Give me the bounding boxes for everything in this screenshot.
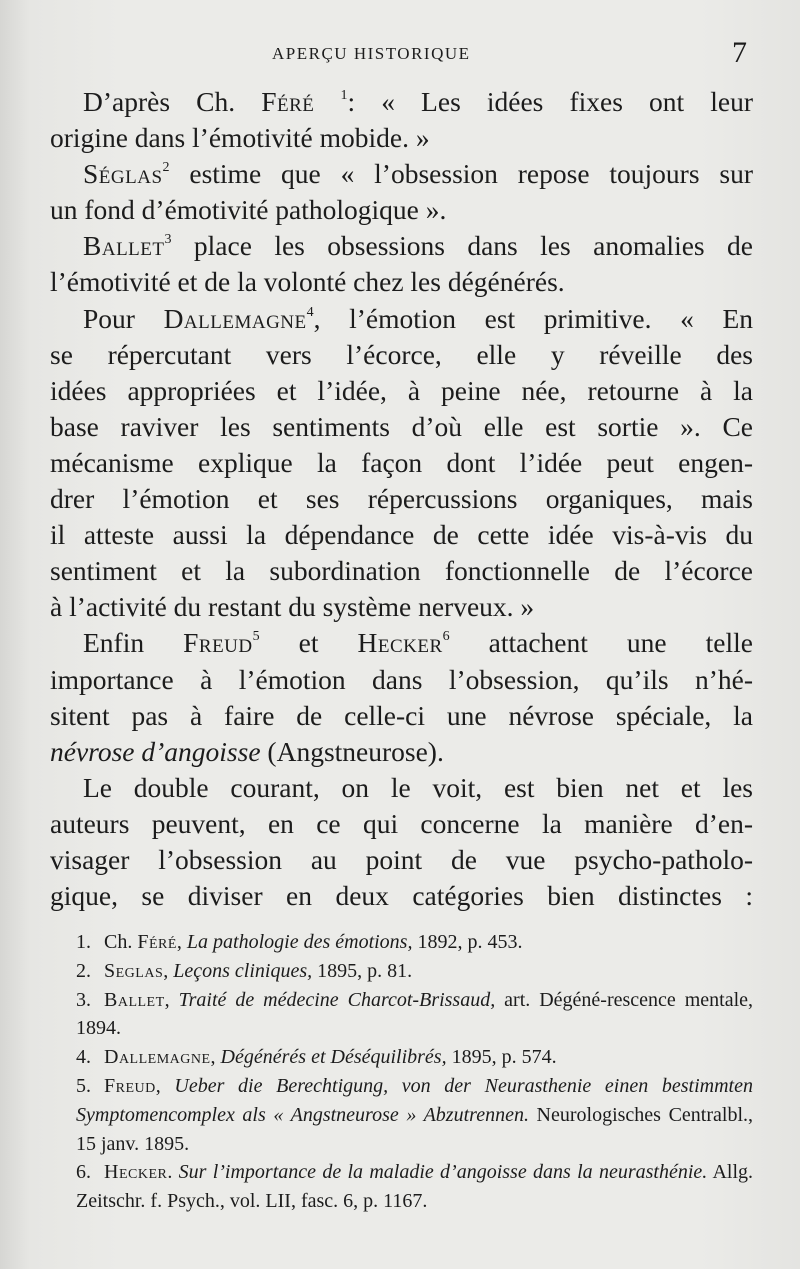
footnote-ref: 6 bbox=[442, 629, 450, 645]
text-run: , bbox=[164, 988, 179, 1011]
text-line bbox=[50, 84, 753, 120]
text-run: Neurologisches Centralbl., 15 janv. 1895. bbox=[76, 1103, 753, 1155]
text-run: sentiment et la subordination fonctionnelle de l’écorce bbox=[50, 555, 753, 587]
text-run: Pour bbox=[83, 302, 164, 334]
text-run: Allg. Zeitschr. f. Psych., vol. LII, fasc. 6, p. 1167. bbox=[76, 1161, 753, 1213]
text-run: , bbox=[176, 931, 187, 953]
text-run: , bbox=[163, 959, 174, 982]
author-name: Féré bbox=[137, 931, 177, 953]
author-name: Freud bbox=[183, 627, 253, 659]
text-line bbox=[50, 337, 753, 373]
author-name: Séglas bbox=[83, 158, 163, 190]
footnote bbox=[50, 1158, 753, 1216]
text-line bbox=[50, 806, 753, 842]
author-name: Dallemagne bbox=[104, 1046, 211, 1069]
text-run: se répercutant vers l’écorce, elle y réveille des bbox=[50, 338, 753, 370]
italic-text: La pathologie des émotions, bbox=[186, 931, 413, 953]
author-name: Seglas bbox=[104, 959, 164, 982]
italic-text: Leçons cliniques, bbox=[173, 959, 313, 982]
text-run: , bbox=[210, 1046, 221, 1069]
text-run: mécanisme explique la façon dont l’idée peut engen- bbox=[50, 446, 753, 478]
footnote-ref: 3 bbox=[164, 232, 172, 248]
text-run: , l’émotion est primitive. « En bbox=[313, 302, 753, 334]
text-line bbox=[50, 228, 753, 264]
text-run: attachent une telle bbox=[449, 627, 753, 659]
footnote-number: 5. bbox=[76, 1074, 91, 1097]
running-head bbox=[50, 36, 755, 72]
text-line bbox=[50, 589, 753, 625]
text-line bbox=[50, 445, 753, 481]
text-run: un fond d’émotivité pathologique ». bbox=[50, 194, 447, 226]
footnote-number: 4. bbox=[76, 1046, 91, 1069]
footnote-ref: 1 bbox=[340, 88, 348, 103]
text-line bbox=[50, 553, 753, 589]
italic-text: Dégénérés et Déséquilibrés, bbox=[220, 1046, 447, 1069]
footnote-number: 1. bbox=[76, 931, 91, 953]
text-run: sitent pas à faire de celle-ci une névrose spéciale, la bbox=[50, 699, 753, 731]
text-run: drer l’émotion et ses répercussions organiques, mais bbox=[50, 483, 753, 515]
footnote bbox=[50, 957, 753, 986]
author-name: Dallemagne bbox=[163, 302, 307, 334]
footnote-number: 3. bbox=[76, 988, 91, 1011]
text-run: Le double courant, on le voit, est bien net et les bbox=[83, 771, 753, 803]
text-line bbox=[50, 517, 753, 553]
footnote-number: 2. bbox=[76, 959, 91, 982]
text-run: Enfin bbox=[83, 627, 184, 659]
author-name: Féré bbox=[261, 86, 315, 117]
text-run: et bbox=[259, 627, 358, 659]
text-run: visager l’obsession au point de vue psycho-patholo- bbox=[50, 843, 753, 875]
text-line bbox=[50, 373, 753, 409]
footnote-ref: 4 bbox=[306, 304, 314, 320]
text-run: idées appropriées et l’idée, à peine née, retourne à la bbox=[50, 374, 753, 406]
footnote bbox=[50, 1072, 753, 1158]
author-name: Hecker bbox=[357, 627, 443, 659]
text-line bbox=[50, 625, 753, 661]
text-run: il atteste aussi la dépendance de cette idée vis-à-vis du bbox=[50, 519, 753, 551]
text-line bbox=[50, 192, 753, 228]
author-name: Freud bbox=[104, 1074, 156, 1097]
text-run: base raviver les sentiments d’où elle est sortie ». Ce bbox=[50, 410, 753, 442]
text-run: place les obsessions dans les anomalies de bbox=[171, 230, 753, 262]
footnotes bbox=[50, 928, 753, 1216]
footnote-ref: 5 bbox=[252, 629, 260, 645]
text-run: Ch. bbox=[104, 931, 138, 953]
italic-text: névrose d’angoisse bbox=[50, 735, 261, 767]
footnote-number: 6. bbox=[76, 1161, 91, 1184]
text-line bbox=[50, 120, 753, 156]
text-run: art. Dégéné-rescence mentale, 1894. bbox=[76, 988, 754, 1040]
footnote bbox=[50, 1043, 753, 1072]
running-title: APERÇU HISTORIQUE bbox=[272, 44, 471, 63]
text-run: : « Les idées fixes ont leur bbox=[347, 86, 753, 117]
italic-text: Sur l’importance de la maladie d’angoisse dans la neurasthénie. bbox=[178, 1161, 708, 1184]
text-run: importance à l’émotion dans l’obsession, qu’ils n’hé- bbox=[50, 663, 753, 695]
italic-text: Ueber die Berechtigung, von der Neurasthenie einen bestimmten Symptomencomplex als « Angstneurose » Abzutrennen. bbox=[76, 1074, 753, 1126]
page-number: 7 bbox=[732, 36, 747, 69]
text-line bbox=[50, 842, 753, 878]
text-run: 1895, p. 81. bbox=[312, 959, 413, 982]
author-name: Hecker bbox=[104, 1161, 168, 1184]
text-run: 1892, p. 453. bbox=[412, 931, 523, 953]
text-line bbox=[50, 662, 753, 698]
footnote bbox=[50, 986, 753, 1044]
text-run: auteurs peuvent, en ce qui concerne la manière d’en- bbox=[50, 807, 753, 839]
text-run: à l’activité du restant du système nerveux. » bbox=[50, 591, 535, 623]
body-text bbox=[50, 84, 753, 914]
text-run: D’après Ch. bbox=[83, 86, 262, 117]
text-run: 1895, p. 574. bbox=[446, 1046, 557, 1069]
italic-text: Traité de médecine Charcot-Brissaud, bbox=[178, 988, 496, 1011]
text-run: (Angstneurose). bbox=[260, 735, 444, 767]
text-run: estime que « l’obsession repose toujours sur bbox=[169, 158, 753, 190]
footnote bbox=[50, 928, 753, 957]
text-run: , bbox=[155, 1074, 175, 1097]
text-line bbox=[50, 481, 753, 517]
text-line bbox=[50, 698, 753, 734]
author-name: Ballet bbox=[83, 230, 165, 262]
footnote-ref: 2 bbox=[162, 160, 170, 176]
text-line bbox=[50, 878, 753, 914]
text-line bbox=[50, 734, 753, 770]
text-line bbox=[50, 301, 753, 337]
text-run: l’émotivité et de la volonté chez les dégénérés. bbox=[50, 266, 565, 298]
text-run: gique, se diviser en deux catégories bien distinctes : bbox=[50, 880, 753, 912]
text-run: . bbox=[167, 1161, 179, 1184]
text-line bbox=[50, 264, 753, 300]
text-line bbox=[50, 156, 753, 192]
text-line bbox=[50, 409, 753, 445]
text-line bbox=[50, 770, 753, 806]
text-run bbox=[314, 86, 340, 117]
text-run: origine dans l’émotivité mobide. » bbox=[50, 122, 430, 154]
author-name: Ballet bbox=[104, 988, 165, 1011]
